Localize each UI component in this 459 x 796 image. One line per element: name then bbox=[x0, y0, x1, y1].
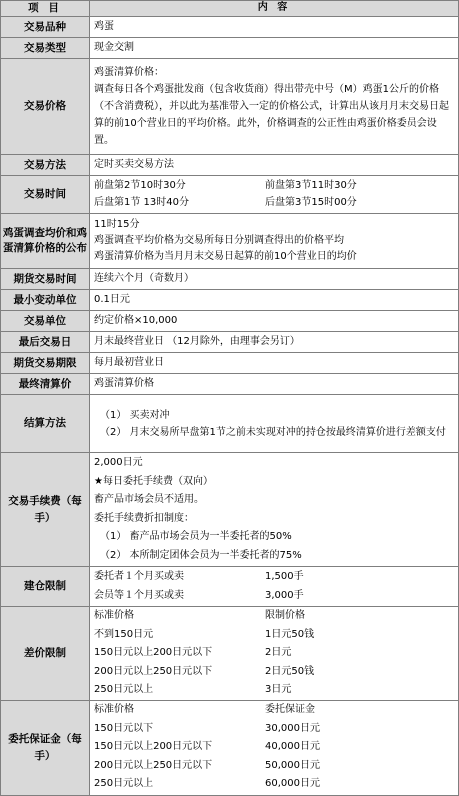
text-line: 鸡蛋调查平均价格为交易所每日分别调查得出的价格平均 bbox=[94, 235, 344, 246]
grid-line bbox=[94, 644, 454, 663]
grid-line bbox=[94, 681, 454, 700]
grid-cell: 200日元以上250日元以下 bbox=[94, 759, 213, 771]
text-paragraph: （2） 月末交易所早盘第1节之前未实现对冲的持仓按最终清算价进行差额支付 bbox=[100, 426, 446, 438]
row-key: 交易价格 bbox=[1, 59, 90, 155]
grid-cell: 委托保证金 bbox=[265, 704, 315, 716]
grid-cell: 150日元以下 bbox=[94, 722, 154, 734]
grid-cell: 1,500手 bbox=[265, 571, 304, 582]
table-row bbox=[1, 59, 459, 155]
grid-cell: 不到150日元 bbox=[94, 628, 154, 640]
table-row bbox=[1, 155, 459, 176]
row-key: 建仓限制 bbox=[1, 567, 90, 607]
text-line: （1） 畜产品市场会员为一半委托者的50% bbox=[100, 531, 292, 542]
grid-cell: 200日元以上250日元以下 bbox=[94, 665, 213, 677]
row-key: 差价限制 bbox=[1, 607, 90, 701]
grid-cell: 30,000日元 bbox=[265, 722, 320, 734]
grid-cell: 3,000手 bbox=[265, 589, 304, 601]
header-item: 项 目 bbox=[1, 1, 90, 17]
row-value: 鸡蛋 bbox=[90, 17, 459, 38]
grid-line bbox=[94, 738, 454, 757]
text-line: （2） 本所制定团体会员为一半委托者的75% bbox=[100, 549, 302, 561]
row-value: 约定价格×10,000 bbox=[90, 311, 459, 332]
grid-line bbox=[94, 180, 454, 193]
row-key: 最终清算价 bbox=[1, 374, 90, 395]
row-value bbox=[90, 395, 459, 453]
row-key: 期货交易期限 bbox=[1, 353, 90, 374]
grid-cell: 前盘第2节10时30分 bbox=[94, 179, 186, 191]
grid-cell: 150日元以上200日元以下 bbox=[94, 647, 213, 658]
row-key: 交易单位 bbox=[1, 311, 90, 332]
text-line: 11时15分 bbox=[94, 219, 140, 230]
grid-cell: 50,000日元 bbox=[265, 759, 320, 771]
row-value: 0.1日元 bbox=[90, 290, 459, 311]
header-content: 内 容 bbox=[90, 1, 459, 17]
grid-cell: 后盘第1节 13时40分 bbox=[94, 197, 189, 208]
grid-line bbox=[94, 757, 454, 776]
grid-cell: 标准价格 bbox=[94, 704, 134, 716]
grid-line bbox=[94, 587, 454, 606]
table-row bbox=[1, 332, 459, 353]
grid-cell: 3日元 bbox=[265, 684, 292, 695]
grid-cell: 150日元以上200日元以下 bbox=[94, 741, 213, 753]
table-row bbox=[1, 290, 459, 311]
grid-cell: 250日元以上 bbox=[94, 778, 154, 790]
table-row bbox=[1, 17, 459, 38]
grid-line bbox=[94, 701, 454, 720]
text-line: （1） 买卖对冲 bbox=[100, 409, 170, 421]
row-key: 鸡蛋调查均价和鸡蛋清算价格的公布 bbox=[1, 214, 90, 269]
table-row bbox=[1, 269, 459, 290]
grid-cell: 会员等１个月买或卖 bbox=[94, 589, 184, 601]
row-key: 交易类型 bbox=[1, 38, 90, 59]
table-row bbox=[1, 353, 459, 374]
row-key: 交易方法 bbox=[1, 155, 90, 176]
grid-cell: 限制价格 bbox=[265, 610, 305, 621]
row-value bbox=[90, 700, 459, 795]
row-value bbox=[90, 453, 459, 567]
grid-line bbox=[94, 663, 454, 682]
text-paragraph: 调查每日各个鸡蛋批发商（包含收货商）得出带壳中号（M）鸡蛋1公斤的价格（不含消费税），并以此为基准带入一定的价格公式，计算出从该月月末交易日起算的前10个营业日的平均价格。此外，价格调查的公正性由鸡蛋价格委员会设置。 bbox=[94, 84, 449, 146]
grid-cell: 1日元50钱 bbox=[265, 628, 315, 640]
row-value bbox=[90, 214, 459, 269]
table-row bbox=[1, 374, 459, 395]
text-line: 鸡蛋清算价格： bbox=[94, 67, 164, 78]
row-key: 期货交易时间 bbox=[1, 269, 90, 290]
text-line: 委托手续费折扣制度： bbox=[94, 512, 194, 524]
grid-cell: 委托者１个月买或卖 bbox=[94, 571, 184, 582]
grid-line bbox=[94, 626, 454, 645]
row-value: 每月最初营业日 bbox=[90, 353, 459, 374]
row-key: 交易品种 bbox=[1, 17, 90, 38]
row-key: 交易手续费（每手） bbox=[1, 453, 90, 567]
text-line: ★每日委托手续费（双向） bbox=[94, 475, 213, 487]
grid-cell: 2日元50钱 bbox=[265, 665, 315, 677]
table-row bbox=[1, 395, 459, 453]
table-row bbox=[1, 214, 459, 269]
row-key: 委托保证金（每手） bbox=[1, 700, 90, 795]
row-value: 鸡蛋清算价格 bbox=[90, 374, 459, 395]
table-row bbox=[1, 607, 459, 701]
row-key: 结算方法 bbox=[1, 395, 90, 453]
table-row bbox=[1, 567, 459, 607]
grid-line bbox=[94, 568, 454, 587]
row-key: 最小变动单位 bbox=[1, 290, 90, 311]
grid-line bbox=[94, 197, 454, 210]
row-value bbox=[90, 567, 459, 607]
text-line: 畜产品市场会员不适用。 bbox=[94, 494, 204, 505]
text-line: 2,000日元 bbox=[94, 457, 143, 468]
grid-cell: 2日元 bbox=[265, 647, 292, 658]
row-key: 最后交易日 bbox=[1, 332, 90, 353]
table-header-row bbox=[1, 1, 459, 17]
row-value: 现金交割 bbox=[90, 38, 459, 59]
grid-line bbox=[94, 607, 454, 626]
grid-cell: 前盘第3节11时30分 bbox=[265, 179, 357, 191]
row-value: 连续六个月（奇数月） bbox=[90, 269, 459, 290]
grid-cell: 250日元以上 bbox=[94, 684, 154, 695]
row-value bbox=[90, 176, 459, 214]
grid-cell: 后盘第3节15时00分 bbox=[265, 197, 357, 208]
row-value bbox=[90, 59, 459, 155]
table-row bbox=[1, 38, 459, 59]
row-value: 月末最终营业日 （12月除外，由理事会另订） bbox=[90, 332, 459, 353]
row-value bbox=[90, 607, 459, 701]
grid-line bbox=[94, 775, 454, 794]
grid-cell: 标准价格 bbox=[94, 610, 134, 621]
grid-line bbox=[94, 720, 454, 739]
grid-cell: 40,000日元 bbox=[265, 741, 320, 753]
grid-cell: 60,000日元 bbox=[265, 778, 320, 790]
table-row bbox=[1, 176, 459, 214]
table-row bbox=[1, 453, 459, 567]
row-key: 交易时间 bbox=[1, 176, 90, 214]
table-row bbox=[1, 311, 459, 332]
text-line: 鸡蛋清算价格为当月月末交易日起算的前10个营业日的均价 bbox=[94, 251, 357, 262]
table-row bbox=[1, 700, 459, 795]
row-value: 定时买卖交易方法 bbox=[90, 155, 459, 176]
